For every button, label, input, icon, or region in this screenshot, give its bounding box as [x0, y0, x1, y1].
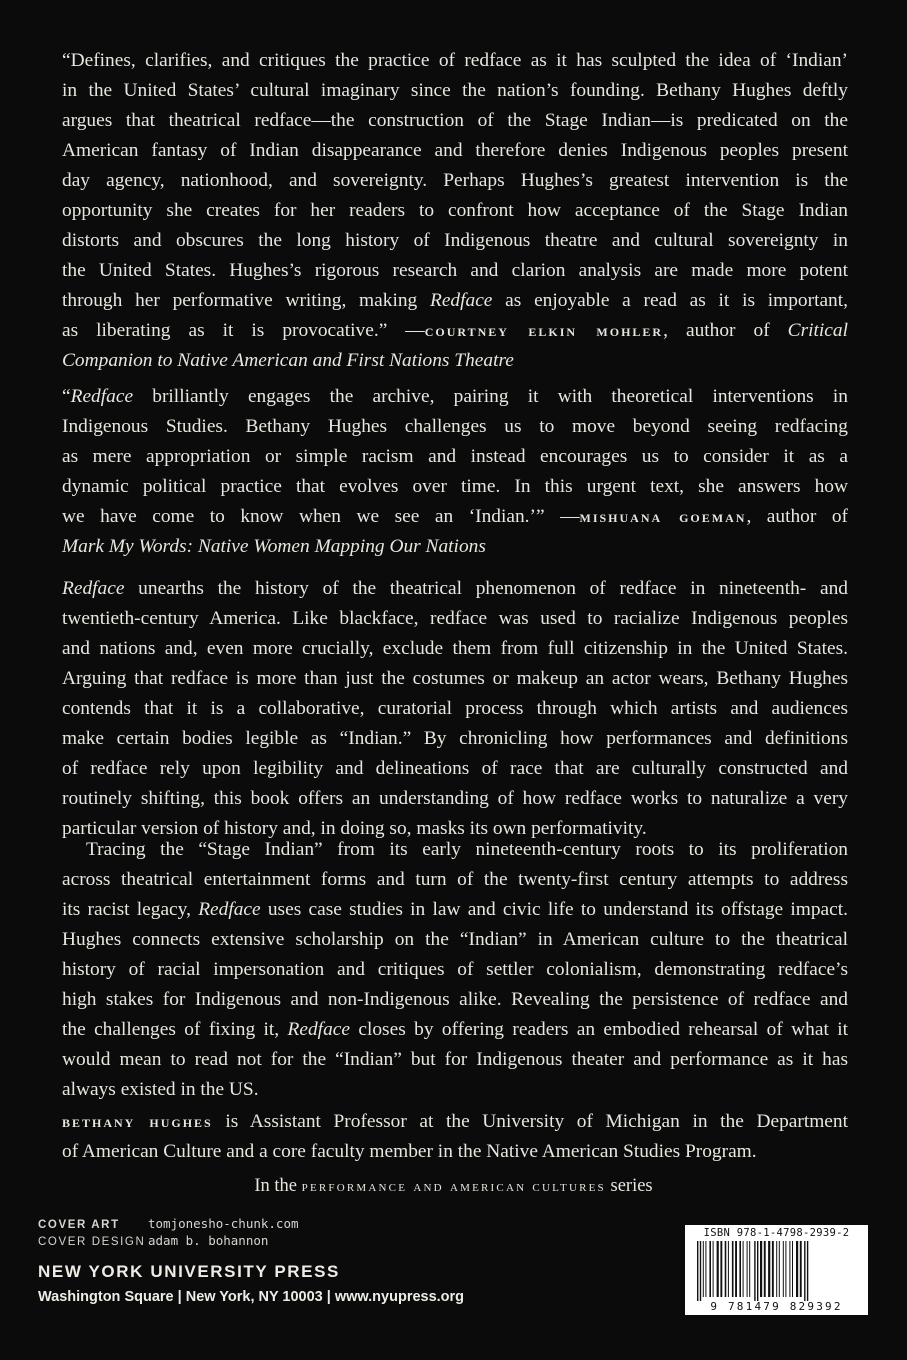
- barcode-bar: [725, 1241, 727, 1297]
- barcode-bar: [779, 1241, 780, 1297]
- quote-line: [62, 382, 848, 412]
- barcode-bar: [739, 1241, 741, 1297]
- quote-line: distorts and obscures the long history of Indigenous theatre and cultural sovereignty in: [62, 230, 848, 251]
- barcode-bar: [785, 1241, 786, 1297]
- text-run: we have come to know when we see an ‘Indian.’” —: [62, 506, 580, 527]
- barcode-bar: [772, 1241, 774, 1297]
- desc-line: particular version of history and, in doing so, masks its own performativity.: [62, 818, 647, 839]
- cover-art-label: COVER ART: [38, 1219, 120, 1231]
- quote-line: Indigenous Studies. Bethany Hughes challenges us to move beyond seeing redfacing: [62, 416, 848, 437]
- desc-line: Hughes connects extensive scholarship on the “Indian” in American culture to the theatrical: [62, 929, 848, 950]
- desc-line: routinely shifting, this book offers an understanding of how redface works to naturalize a very: [62, 788, 848, 809]
- quote-line: day agency, nationhood, and sovereignty. Perhaps Hughes’s greatest intervention is the: [62, 170, 848, 191]
- author-bio: [62, 1107, 848, 1167]
- barcode-bar: [768, 1241, 770, 1297]
- barcode-bar: [747, 1241, 748, 1297]
- barcode-number: 9 781479 829392: [710, 1300, 843, 1313]
- barcode-bar: [789, 1241, 790, 1297]
- barcode-bar: [757, 1241, 758, 1301]
- barcode-bar: [749, 1241, 750, 1297]
- barcode-bar: [796, 1241, 798, 1297]
- book-title: Redface: [198, 899, 261, 920]
- desc-line: twentieth-century America. Like blackface, redface was used to racialize Indigenous peoples: [62, 608, 848, 629]
- barcode-bar: [700, 1241, 701, 1301]
- text-run: uses case studies in law and civic life to understand its offstage impact.: [260, 899, 848, 920]
- desc-line: contends that it is a collaborative, curatorial process through which artists and audiences: [62, 698, 848, 719]
- text-run: as liberating as it is provocative.” —: [62, 320, 425, 341]
- quote-line: American fantasy of Indian disappearance and therefore denies Indigenous peoples present: [62, 140, 848, 161]
- desc-line: [62, 1015, 848, 1045]
- desc-line: would mean to read not for the “Indian” but for Indigenous theater and performance as it has: [62, 1049, 848, 1070]
- desc-line: high stakes for Indigenous and non-Indigenous alike. Revealing the persistence of redface and: [62, 989, 848, 1010]
- barcode-bar: [705, 1241, 706, 1297]
- series-line: [0, 1176, 907, 1197]
- quote-line: [62, 502, 848, 532]
- attribution-work: Mark My Words: Native Women Mapping Our Nations: [62, 536, 486, 557]
- barcode-bar: [800, 1241, 802, 1297]
- desc-line: of redface rely upon legibility and delineations of race that are culturally constructed and: [62, 758, 848, 779]
- attribution-name: courtney elkin mohler: [424, 321, 664, 340]
- book-title: Redface: [287, 1019, 350, 1040]
- desc-line: [62, 574, 848, 604]
- barcode-bar: [703, 1241, 704, 1297]
- desc-line: Arguing that redface is more than just the costumes or makeup an actor wears, Bethany Hughes: [62, 668, 848, 689]
- attribution-work: Critical: [787, 320, 848, 341]
- text-run: closes by offering readers an embodied rehearsal of what it: [349, 1019, 849, 1040]
- book-title: Redface: [70, 386, 134, 407]
- cover-credits: [38, 1216, 299, 1250]
- quote-line: [62, 286, 848, 316]
- barcode-bar: [792, 1241, 793, 1297]
- text-run: , author of: [663, 320, 788, 341]
- quote-line: argues that theatrical redface—the construction of the Stage Indian—is predicated on the: [62, 110, 848, 131]
- quote-line: as mere appropriation or simple racism and instead encourages us to consider it as a: [62, 446, 848, 467]
- text-run: is Assistant Professor at the University of Michigan in the Department: [212, 1111, 848, 1132]
- praise-quote-mohler: [62, 46, 848, 376]
- barcode-bar: [720, 1241, 722, 1297]
- quote-line: in the United States’ cultural imaginary since the nation’s founding. Bethany Hughes deftly: [62, 80, 848, 101]
- barcode-bar: [764, 1241, 766, 1297]
- author-name: bethany hughes: [62, 1112, 213, 1131]
- quote-line: [62, 532, 848, 562]
- cover-art-value: tomjonesho-chunk.com: [148, 1216, 299, 1231]
- barcode-bar: [743, 1241, 744, 1297]
- barcode-bar: [713, 1241, 714, 1297]
- publisher-name: NEW YORK UNIVERSITY PRESS: [38, 1262, 340, 1281]
- book-title: Redface: [62, 578, 125, 599]
- barcode-bar: [783, 1241, 784, 1297]
- quote-line: “Defines, clarifies, and critiques the practice of redface as it has sculpted the idea of ‘Indian’: [62, 50, 848, 71]
- text-run: brilliantly engages the archive, pairing it with theoretical interventions in: [133, 386, 848, 407]
- desc-line: always existed in the US.: [62, 1079, 259, 1100]
- series-name: performance and american cultures: [301, 1178, 606, 1195]
- text-run: its racist legacy,: [62, 899, 199, 920]
- cover-design-credit: [38, 1233, 299, 1250]
- cover-design-label: COVER DESIGN: [38, 1236, 146, 1248]
- attribution-work: Companion to Native American and First Nations Theatre: [62, 350, 514, 371]
- desc-line: make certain bodies legible as “Indian.” By chronicling how performances and definitions: [62, 728, 848, 749]
- desc-line: and nations and, even more crucially, exclude them from full citizenship in the United States.: [62, 638, 848, 659]
- barcode-bar: [732, 1241, 734, 1297]
- barcode-bar: [807, 1241, 808, 1301]
- isbn-barcode: [685, 1225, 868, 1315]
- attribution-name: mishuana goeman: [579, 507, 747, 526]
- barcode-bar: [728, 1241, 729, 1297]
- text-run: unearths the history of the theatrical phenomenon of redface in nineteenth- and: [124, 578, 848, 599]
- text-run: , author of: [746, 506, 849, 527]
- barcode-bar: [709, 1241, 711, 1297]
- barcode-bar: [760, 1241, 762, 1297]
- text-run: In the: [254, 1176, 302, 1196]
- barcode-bars: [693, 1241, 860, 1301]
- desc-line: Tracing the “Stage Indian” from its early nineteenth-century roots to its proliferation: [86, 839, 848, 860]
- description-paragraph-1: [62, 574, 848, 844]
- barcode-bar: [717, 1241, 719, 1297]
- barcode-bar: [735, 1241, 737, 1297]
- quote-line: [62, 316, 848, 346]
- text-run: as enjoyable a read as it is important,: [492, 290, 848, 311]
- desc-line: history of racial impersonation and critiques of settler colonialism, demonstrating redface’s: [62, 959, 848, 980]
- description-paragraph-2: [62, 835, 848, 1105]
- text-run: “: [62, 386, 71, 407]
- bio-line: [62, 1107, 848, 1137]
- praise-quote-goeman: [62, 382, 848, 562]
- barcode-bar: [697, 1241, 698, 1301]
- bio-line: of American Culture and a core faculty member in the Native American Studies Program.: [62, 1141, 757, 1162]
- cover-design-value: adam b. bohannon: [148, 1233, 269, 1248]
- quote-line: the United States. Hughes’s rigorous research and clarion analysis are made more potent: [62, 260, 848, 281]
- isbn-text: ISBN 978-1-4798-2939-2: [703, 1227, 850, 1239]
- quote-line: [62, 346, 848, 376]
- barcode-bar: [754, 1241, 755, 1301]
- text-run: series: [605, 1176, 653, 1196]
- text-run: through her performative writing, making: [62, 290, 430, 311]
- desc-line: [62, 895, 848, 925]
- book-title: Redface: [429, 290, 493, 311]
- barcode-bar: [804, 1241, 805, 1301]
- quote-line: opportunity she creates for her readers to confront how acceptance of the Stage Indian: [62, 200, 848, 221]
- quote-line: dynamic political practice that evolves over time. In this urgent text, she answers how: [62, 476, 848, 497]
- cover-art-credit: [38, 1216, 299, 1233]
- desc-line: across theatrical entertainment forms and turn of the twenty-first century attempts to address: [62, 869, 848, 890]
- barcode-bar: [776, 1241, 777, 1297]
- publisher-address: Washington Square | New York, NY 10003 | www.nyupress.org: [38, 1289, 465, 1305]
- text-run: the challenges of fixing it,: [62, 1019, 288, 1040]
